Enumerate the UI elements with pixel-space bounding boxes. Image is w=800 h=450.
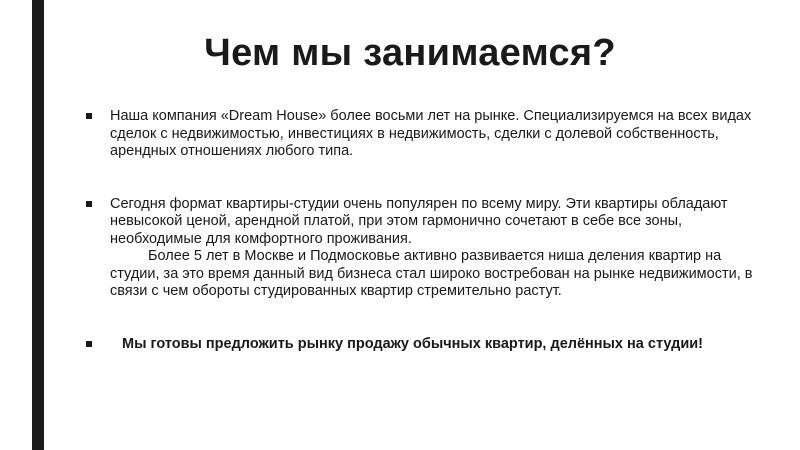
bullet-square-icon — [86, 201, 92, 207]
slide-title: Чем мы занимаемся? — [204, 32, 616, 74]
bullet-item — [86, 108, 754, 161]
bullet-text: Наша компания «Dream House» более восьми лет на рынке. Специализируемся на всех видах сделок с недвижимостью, инвестициях в недвижимость, сделки с долевой собственность, арендных отношениях любого типа. — [110, 108, 752, 159]
bullet-item — [86, 336, 754, 354]
bullet-subparagraph-text: Более 5 лет в Москве и Подмосковье активно развивается ниша деления квартир на студии, за это время данный вид бизнеса стал широко востребован на рынке недвижимости, в связи с чем обороты студированных квартир стремительно растут. — [110, 248, 753, 299]
bullet-bold-text: Мы готовы предложить рынку продажу обычных квартир, делённых на студии! — [122, 335, 703, 352]
slide-content — [86, 108, 754, 353]
bullet-item — [86, 196, 754, 301]
left-accent-bar — [32, 0, 44, 450]
bullet-square-icon — [86, 113, 92, 119]
bullet-subparagraph — [110, 248, 754, 301]
bullet-square-icon — [86, 341, 92, 347]
bullet-text-bold — [110, 336, 754, 354]
bullet-text: Сегодня формат квартиры-студии очень популярен по всему миру. Эти квартиры обладают невысокой ценой, арендной платой, при этом гармонично сочетают в себе все зоны, необходимые для комфортного проживания. — [110, 195, 728, 247]
